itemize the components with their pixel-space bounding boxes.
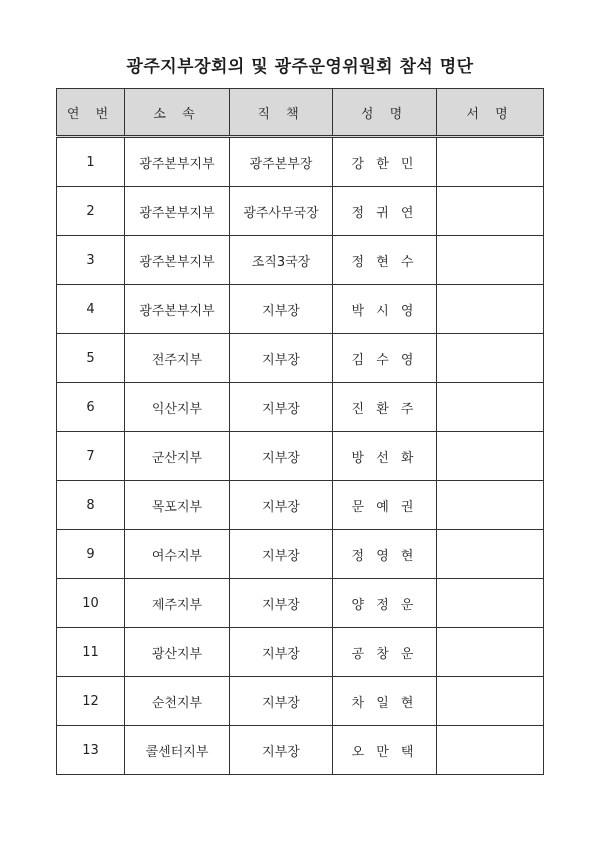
header-signature: 서 명 <box>437 89 544 137</box>
table-row <box>57 481 544 530</box>
cell-name: 오 만 택 <box>333 726 437 775</box>
cell-name: 정 영 현 <box>333 530 437 579</box>
table-row <box>57 432 544 481</box>
signature-field[interactable] <box>437 137 544 187</box>
signature-field[interactable] <box>437 579 544 628</box>
cell-no: 5 <box>57 334 125 383</box>
cell-no: 10 <box>57 579 125 628</box>
table-row <box>57 530 544 579</box>
cell-name: 양 정 운 <box>333 579 437 628</box>
signature-field[interactable] <box>437 530 544 579</box>
page-title: 광주지부장회의 및 광주운영위원회 참석 명단 <box>126 57 474 77</box>
cell-position: 광주본부장 <box>230 137 333 187</box>
table-row <box>57 579 544 628</box>
table-row <box>57 383 544 432</box>
cell-name: 문 예 권 <box>333 481 437 530</box>
table-body <box>57 137 544 775</box>
table-row <box>57 628 544 677</box>
cell-name: 방 선 화 <box>333 432 437 481</box>
cell-no: 2 <box>57 187 125 236</box>
cell-position: 지부장 <box>230 726 333 775</box>
header-name: 성 명 <box>333 89 437 137</box>
table-row <box>57 726 544 775</box>
cell-name: 박 시 영 <box>333 285 437 334</box>
table-row <box>57 137 544 187</box>
signature-field[interactable] <box>437 334 544 383</box>
cell-org: 광산지부 <box>125 628 230 677</box>
cell-org: 광주본부지부 <box>125 137 230 187</box>
cell-no: 1 <box>57 137 125 187</box>
cell-org: 콜센터지부 <box>125 726 230 775</box>
cell-name: 공 창 운 <box>333 628 437 677</box>
table-row <box>57 285 544 334</box>
table-row <box>57 236 544 285</box>
cell-name: 차 일 현 <box>333 677 437 726</box>
cell-name: 진 환 주 <box>333 383 437 432</box>
cell-position: 지부장 <box>230 334 333 383</box>
header-org: 소 속 <box>125 89 230 137</box>
cell-no: 7 <box>57 432 125 481</box>
signature-field[interactable] <box>437 383 544 432</box>
cell-position: 지부장 <box>230 481 333 530</box>
cell-no: 12 <box>57 677 125 726</box>
header-no: 연 번 <box>57 89 125 137</box>
cell-no: 3 <box>57 236 125 285</box>
cell-position: 지부장 <box>230 628 333 677</box>
cell-position: 지부장 <box>230 579 333 628</box>
signature-field[interactable] <box>437 432 544 481</box>
cell-position: 지부장 <box>230 432 333 481</box>
cell-position: 지부장 <box>230 285 333 334</box>
cell-position: 지부장 <box>230 383 333 432</box>
cell-position: 지부장 <box>230 530 333 579</box>
cell-org: 익산지부 <box>125 383 230 432</box>
cell-position: 광주사무국장 <box>230 187 333 236</box>
table-row <box>57 334 544 383</box>
cell-org: 광주본부지부 <box>125 187 230 236</box>
cell-org: 광주본부지부 <box>125 285 230 334</box>
signature-field[interactable] <box>437 481 544 530</box>
signature-field[interactable] <box>437 628 544 677</box>
signature-field[interactable] <box>437 285 544 334</box>
cell-no: 8 <box>57 481 125 530</box>
signature-field[interactable] <box>437 187 544 236</box>
attendance-table <box>56 88 544 775</box>
cell-no: 4 <box>57 285 125 334</box>
signature-field[interactable] <box>437 677 544 726</box>
cell-name: 강 한 민 <box>333 137 437 187</box>
cell-name: 정 귀 연 <box>333 187 437 236</box>
table-row <box>57 677 544 726</box>
cell-org: 목포지부 <box>125 481 230 530</box>
cell-no: 6 <box>57 383 125 432</box>
cell-no: 13 <box>57 726 125 775</box>
cell-no: 9 <box>57 530 125 579</box>
table-row <box>57 187 544 236</box>
cell-position: 조직3국장 <box>230 236 333 285</box>
cell-name: 정 현 수 <box>333 236 437 285</box>
cell-position: 지부장 <box>230 677 333 726</box>
cell-org: 광주본부지부 <box>125 236 230 285</box>
cell-org: 제주지부 <box>125 579 230 628</box>
cell-org: 순천지부 <box>125 677 230 726</box>
header-row <box>57 89 544 137</box>
signature-field[interactable] <box>437 726 544 775</box>
signature-field[interactable] <box>437 236 544 285</box>
cell-org: 여수지부 <box>125 530 230 579</box>
cell-org: 전주지부 <box>125 334 230 383</box>
cell-org: 군산지부 <box>125 432 230 481</box>
cell-name: 김 수 영 <box>333 334 437 383</box>
header-position: 직 책 <box>230 89 333 137</box>
cell-no: 11 <box>57 628 125 677</box>
